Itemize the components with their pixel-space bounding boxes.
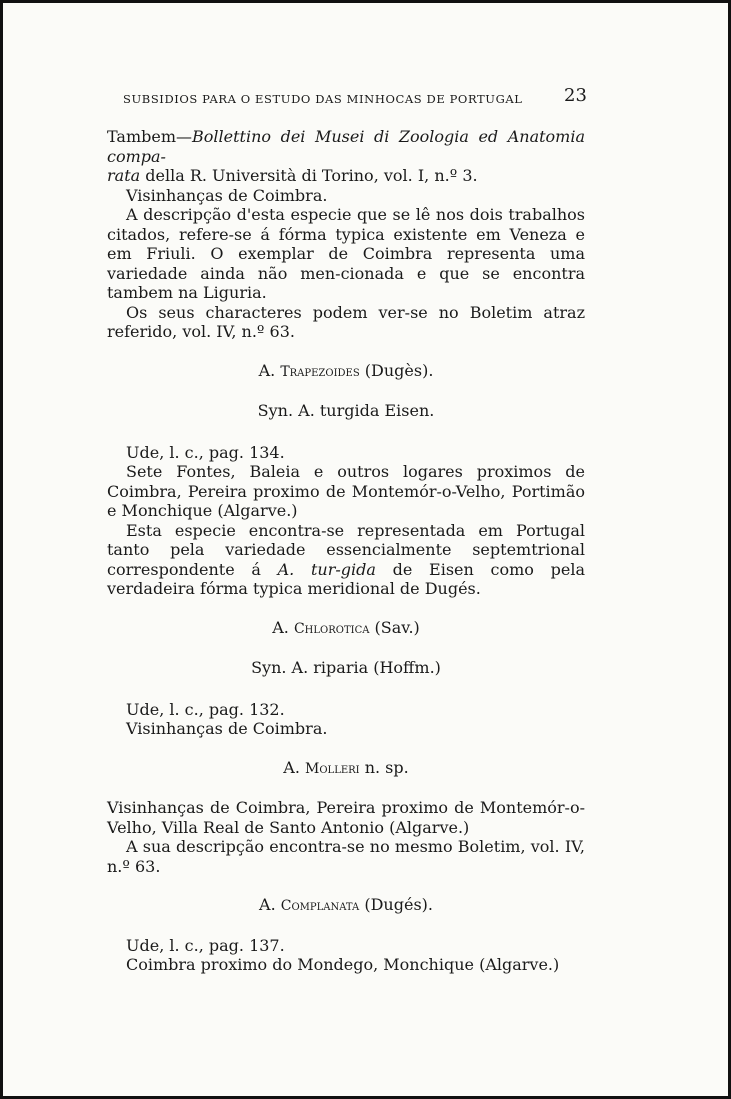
description-text: Esta especie encontra-se representada em Portugal tanto pela variedade essencialmente septemtrional correspondente á: [107, 520, 585, 579]
heading-species: Complanata: [280, 898, 360, 914]
synonym-line: Syn. A. turgida Eisen.: [257, 401, 435, 420]
reference-journal-title-cont: rata: [107, 166, 141, 185]
heading-genus: A.: [272, 617, 294, 637]
description-text-cont: de Eisen como pela verdadeira fórma typica meridional de Dugés.: [107, 559, 585, 598]
description-paragraph: [107, 521, 585, 599]
heading-genus: A.: [259, 895, 281, 914]
species-heading-chlorotica: [107, 618, 585, 640]
running-title: SUBSIDIOS PARA O ESTUDO DAS MINHOCAS DE PORTUGAL: [123, 92, 523, 106]
heading-genus: A.: [258, 360, 281, 380]
locality-paragraph: Visinhanças de Coimbra.: [126, 719, 328, 738]
heading-genus: A.: [283, 757, 306, 777]
running-header: [3, 83, 731, 113]
heading-author: (Dugès).: [359, 360, 434, 380]
description-paragraph: A sua descripção encontra-se no mesmo Boletim, vol. IV, n.º 63.: [107, 837, 585, 876]
locality-paragraph: Sete Fontes, Baleia e outros logares proximos de Coimbra, Pereira proximo de Montemór-o-Velho, Portimão e Monchique (Algarve.): [107, 462, 585, 520]
description-italic: A. tur-gida: [277, 559, 376, 579]
heading-species: Molleri: [305, 760, 360, 777]
body-text: [107, 127, 585, 975]
reference-journal-title: Bollettino dei Musei di Zoologia ed Anatomia compa-: [107, 127, 585, 166]
page-number: 23: [564, 85, 587, 106]
species-heading-trapezoides: [107, 361, 585, 383]
reference-prefix: Tambem—: [107, 127, 193, 146]
reference-details: della R. Università di Torino, vol. I, n.º 3.: [140, 166, 478, 185]
species-heading-complanata: [107, 895, 585, 917]
locality-paragraph: Visinhanças de Coimbra.: [126, 185, 328, 205]
reference-paragraph: Ude, l. c., pag. 137.: [126, 935, 285, 955]
heading-author: (Sav.): [369, 617, 420, 637]
heading-species: Chlorotica: [293, 620, 370, 637]
heading-author: (Dugés).: [359, 895, 433, 914]
locality-paragraph: Coimbra proximo do Mondego, Monchique (Algarve.): [126, 955, 560, 974]
reference-paragraph: Ude, l. c., pag. 132.: [126, 699, 285, 719]
characters-paragraph: Os seus characteres podem ver-se no Boletim atraz referido, vol. IV, n.º 63.: [107, 302, 585, 341]
description-paragraph: A descripção d'esta especie que se lê nos dois trabalhos citados, refere-se á fórma typica existente em Veneza e em Friuli. O exemplar de Coimbra representa uma variedade ainda não men-cionada e que se encontra tambem na Liguria.: [107, 205, 585, 302]
reference-line: [107, 127, 585, 186]
heading-species: Trapezoides: [280, 363, 360, 380]
synonym-line: Syn. A. riparia (Hoffm.): [251, 658, 441, 677]
heading-author: n. sp.: [359, 757, 409, 777]
species-heading-molleri: [107, 758, 585, 780]
locality-paragraph: Visinhanças de Coimbra, Pereira proximo de Montemór-o-Velho, Villa Real de Santo Antonio (Algarve.): [107, 798, 585, 837]
reference-paragraph: Ude, l. c., pag. 134.: [126, 442, 285, 462]
